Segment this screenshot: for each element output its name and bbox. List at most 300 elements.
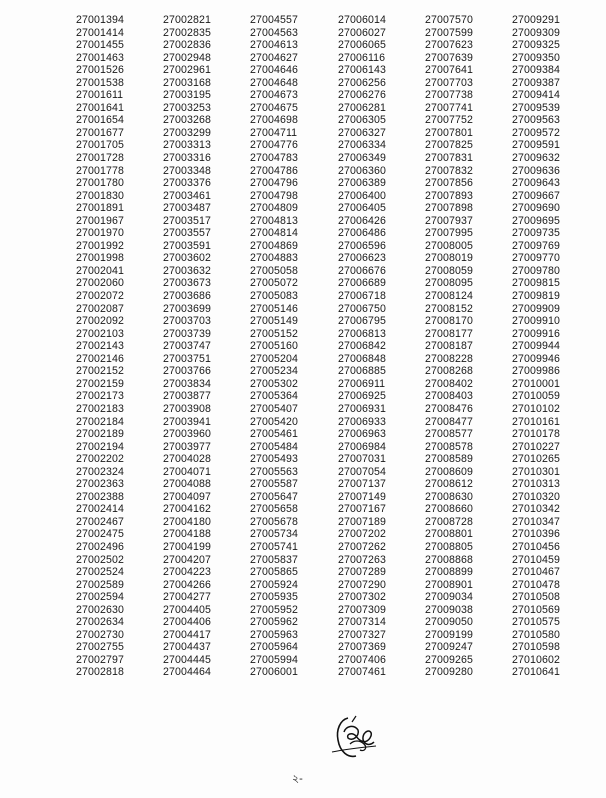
- list-item: 27004776: [250, 139, 298, 152]
- list-item: 27004796: [250, 177, 298, 190]
- list-item: 27003739: [163, 327, 211, 340]
- list-item: 27009291: [512, 14, 560, 26]
- list-item: 27004627: [250, 51, 298, 64]
- list-item: 27005924: [250, 578, 298, 591]
- list-item: 27004646: [250, 64, 298, 77]
- list-item: 27007703: [425, 76, 473, 89]
- list-item: 27007937: [425, 214, 473, 227]
- list-item: 27003517: [163, 214, 211, 227]
- list-item: 27010102: [512, 402, 560, 415]
- list-item: 27004437: [163, 641, 211, 654]
- list-item: 27005234: [250, 365, 298, 378]
- list-item: 27006885: [338, 365, 386, 378]
- list-item: 27006718: [338, 290, 386, 303]
- list-item: 27009384: [512, 64, 560, 77]
- list-item: 27007137: [338, 478, 386, 491]
- list-item: 27009265: [425, 653, 473, 666]
- list-item: 27003941: [163, 415, 211, 428]
- list-item: 27008578: [425, 440, 473, 453]
- list-item: 27004563: [250, 26, 298, 39]
- list-item: 27006623: [338, 252, 386, 265]
- list-item: 27006486: [338, 227, 386, 240]
- list-item: 27008476: [425, 402, 473, 415]
- list-item: 27005364: [250, 390, 298, 403]
- list-item: 27006842: [338, 340, 386, 353]
- list-item: 27009819: [512, 290, 560, 303]
- list-item: 27010161: [512, 415, 560, 428]
- list-item: 27009916: [512, 327, 560, 340]
- list-item: 27009309: [512, 26, 560, 39]
- list-item: 27005484: [250, 440, 298, 453]
- list-item: 27003834: [163, 377, 211, 390]
- signature-icon: [326, 712, 382, 768]
- list-item: 27010396: [512, 528, 560, 541]
- list-item: 27006389: [338, 177, 386, 190]
- list-item: 27009034: [425, 591, 473, 604]
- list-item: 27003557: [163, 227, 211, 240]
- list-item: 27009946: [512, 352, 560, 365]
- list-item: 27004405: [163, 603, 211, 616]
- list-item: 27004097: [163, 490, 211, 503]
- list-item: 27010580: [512, 628, 560, 641]
- list-item: 27003908: [163, 402, 211, 415]
- list-item: 27002173: [76, 390, 124, 403]
- list-item: 27010478: [512, 578, 560, 591]
- list-item: 27007738: [425, 89, 473, 102]
- list-item: 27010456: [512, 540, 560, 553]
- list-item: 27006027: [338, 26, 386, 39]
- list-item: 27003299: [163, 126, 211, 139]
- list-item: 27002467: [76, 515, 124, 528]
- list-item: 27009735: [512, 227, 560, 240]
- list-item: 27002072: [76, 290, 124, 303]
- list-item: 27010178: [512, 428, 560, 441]
- list-item: 27005994: [250, 653, 298, 666]
- list-item: 27004883: [250, 252, 298, 265]
- list-item: 27004648: [250, 76, 298, 89]
- list-item: 27001455: [76, 39, 124, 52]
- list-item: 27004557: [250, 14, 298, 26]
- list-item: 27008228: [425, 352, 473, 365]
- list-item: 27002414: [76, 503, 124, 516]
- list-item: 27007832: [425, 164, 473, 177]
- list-item: 27007741: [425, 101, 473, 114]
- list-item: 27001394: [76, 14, 124, 26]
- list-item: 27002202: [76, 453, 124, 466]
- list-item: 27004180: [163, 515, 211, 528]
- list-item: 27006143: [338, 64, 386, 77]
- list-item: 27009769: [512, 239, 560, 252]
- list-item: 27006327: [338, 126, 386, 139]
- list-item: 27010301: [512, 465, 560, 478]
- list-item: 27003376: [163, 177, 211, 190]
- list-item: 27009909: [512, 302, 560, 315]
- list-item: 27007262: [338, 540, 386, 553]
- list-item: 27008402: [425, 377, 473, 390]
- list-item: 27010342: [512, 503, 560, 516]
- list-item: 27010001: [512, 377, 560, 390]
- list-item: 27001641: [76, 101, 124, 114]
- list-item: 27009690: [512, 202, 560, 215]
- list-item: 27005935: [250, 591, 298, 604]
- list-item: 27009050: [425, 616, 473, 629]
- list-item: 27008612: [425, 478, 473, 491]
- list-item: 27004673: [250, 89, 298, 102]
- list-item: 27006334: [338, 139, 386, 152]
- list-item: 27008170: [425, 315, 473, 328]
- list-item: 27007825: [425, 139, 473, 152]
- number-column: [76, 14, 163, 679]
- page-number: ২-: [292, 773, 303, 785]
- list-item: 27008005: [425, 239, 473, 252]
- list-item: 27004813: [250, 214, 298, 227]
- list-item: 27002797: [76, 653, 124, 666]
- list-item: 27005461: [250, 428, 298, 441]
- list-item: 27002630: [76, 603, 124, 616]
- list-item: 27003253: [163, 101, 211, 114]
- list-item: 27008899: [425, 566, 473, 579]
- list-item: 27006813: [338, 327, 386, 340]
- list-item: 27009910: [512, 315, 560, 328]
- list-item: 27009944: [512, 340, 560, 353]
- list-item: 27009632: [512, 152, 560, 165]
- list-item: 27006931: [338, 402, 386, 415]
- list-item: 27006256: [338, 76, 386, 89]
- list-item: 27002159: [76, 377, 124, 390]
- list-item: 27004199: [163, 540, 211, 553]
- list-item: 27002496: [76, 540, 124, 553]
- list-item: 27007893: [425, 189, 473, 202]
- list-item: 27007752: [425, 114, 473, 127]
- list-item: 27003877: [163, 390, 211, 403]
- list-item: 27008268: [425, 365, 473, 378]
- list-item: 27002324: [76, 465, 124, 478]
- list-item: 27002041: [76, 264, 124, 277]
- list-item: 27005678: [250, 515, 298, 528]
- list-item: 27001654: [76, 114, 124, 127]
- list-item: 27007309: [338, 603, 386, 616]
- list-item: 27010313: [512, 478, 560, 491]
- list-item: 27003977: [163, 440, 211, 453]
- list-item: 27001538: [76, 76, 124, 89]
- list-item: 27009636: [512, 164, 560, 177]
- list-item: 27003487: [163, 202, 211, 215]
- list-item: 27003960: [163, 428, 211, 441]
- list-item: 27006014: [338, 14, 386, 26]
- list-item: 27003316: [163, 152, 211, 165]
- list-item: 27002103: [76, 327, 124, 340]
- list-item: 27003461: [163, 189, 211, 202]
- list-item: 27009325: [512, 39, 560, 52]
- list-item: 27002363: [76, 478, 124, 491]
- list-item: 27002189: [76, 428, 124, 441]
- list-item: 27006963: [338, 428, 386, 441]
- list-item: 27005865: [250, 566, 298, 579]
- list-item: 27005149: [250, 315, 298, 328]
- number-column: [163, 14, 250, 679]
- list-item: 27004809: [250, 202, 298, 215]
- list-item: 27007369: [338, 641, 386, 654]
- list-item: 27005587: [250, 478, 298, 491]
- list-item: 27003268: [163, 114, 211, 127]
- list-item: 27001830: [76, 189, 124, 202]
- list-item: 27006305: [338, 114, 386, 127]
- list-item: 27010459: [512, 553, 560, 566]
- list-item: 27010059: [512, 390, 560, 403]
- list-item: 27008901: [425, 578, 473, 591]
- list-item: 27002821: [163, 14, 211, 26]
- list-item: 27001970: [76, 227, 124, 240]
- list-item: 27005837: [250, 553, 298, 566]
- list-item: 27010575: [512, 616, 560, 629]
- list-item: 27002961: [163, 64, 211, 77]
- list-item: 27009572: [512, 126, 560, 139]
- list-item: 27002475: [76, 528, 124, 541]
- list-item: 27005204: [250, 352, 298, 365]
- list-item: 27010347: [512, 515, 560, 528]
- list-item: 27008805: [425, 540, 473, 553]
- list-item: 27004188: [163, 528, 211, 541]
- list-item: 27003591: [163, 239, 211, 252]
- list-item: 27006349: [338, 152, 386, 165]
- list-item: 27004869: [250, 239, 298, 252]
- list-item: 27006116: [338, 51, 386, 64]
- list-item: 27009815: [512, 277, 560, 290]
- list-item: 27007995: [425, 227, 473, 240]
- list-item: 27004207: [163, 553, 211, 566]
- list-item: 27006750: [338, 302, 386, 315]
- list-item: 27009986: [512, 365, 560, 378]
- list-item: 27003766: [163, 365, 211, 378]
- list-item: 27001526: [76, 64, 124, 77]
- list-item: 27004675: [250, 101, 298, 114]
- list-item: 27007167: [338, 503, 386, 516]
- list-item: 27002755: [76, 641, 124, 654]
- list-item: 27005058: [250, 264, 298, 277]
- list-item: 27004798: [250, 189, 298, 202]
- list-item: 27006689: [338, 277, 386, 290]
- list-item: 27001677: [76, 126, 124, 139]
- list-item: 27002524: [76, 566, 124, 579]
- list-item: 27005072: [250, 277, 298, 290]
- list-item: 27001780: [76, 177, 124, 190]
- list-item: 27001463: [76, 51, 124, 64]
- list-item: 27007461: [338, 666, 386, 679]
- number-column: [512, 14, 596, 679]
- number-column: [250, 14, 338, 679]
- list-item: 27010227: [512, 440, 560, 453]
- list-item: 27009695: [512, 214, 560, 227]
- list-item: 27005146: [250, 302, 298, 315]
- list-item: 27001992: [76, 239, 124, 252]
- list-item: 27009563: [512, 114, 560, 127]
- list-item: 27008019: [425, 252, 473, 265]
- list-item: 27005420: [250, 415, 298, 428]
- list-item: 27009770: [512, 252, 560, 265]
- list-item: 27006360: [338, 164, 386, 177]
- list-item: 27003699: [163, 302, 211, 315]
- list-item: 27006426: [338, 214, 386, 227]
- list-item: 27010467: [512, 566, 560, 579]
- list-item: 27001611: [76, 89, 124, 102]
- list-item: 27005734: [250, 528, 298, 541]
- list-item: 27002184: [76, 415, 124, 428]
- list-item: 27004445: [163, 653, 211, 666]
- list-item: 27008728: [425, 515, 473, 528]
- list-item: 27008660: [425, 503, 473, 516]
- list-item: 27010320: [512, 490, 560, 503]
- list-item: 27002092: [76, 315, 124, 328]
- list-item: 27006925: [338, 390, 386, 403]
- list-item: 27002634: [76, 616, 124, 629]
- list-item: 27010569: [512, 603, 560, 616]
- list-item: 27007801: [425, 126, 473, 139]
- list-item: 27006405: [338, 202, 386, 215]
- list-item: 27004417: [163, 628, 211, 641]
- list-item: 27009280: [425, 666, 473, 679]
- list-item: 27005083: [250, 290, 298, 303]
- list-item: 27004406: [163, 616, 211, 629]
- list-item: 27004266: [163, 578, 211, 591]
- list-item: 27010641: [512, 666, 560, 679]
- list-item: 27004223: [163, 566, 211, 579]
- list-item: 27009591: [512, 139, 560, 152]
- list-item: 27007623: [425, 39, 473, 52]
- list-item: 27004786: [250, 164, 298, 177]
- number-column: [338, 14, 425, 679]
- list-item: 27003686: [163, 290, 211, 303]
- list-item: 27009199: [425, 628, 473, 641]
- list-item: 27008177: [425, 327, 473, 340]
- list-item: 27007570: [425, 14, 473, 26]
- list-item: 27002589: [76, 578, 124, 591]
- list-item: 27002835: [163, 26, 211, 39]
- list-item: 27005302: [250, 377, 298, 390]
- list-item: 27007202: [338, 528, 386, 541]
- list-item: 27005964: [250, 641, 298, 654]
- list-item: 27010602: [512, 653, 560, 666]
- list-item: 27003747: [163, 340, 211, 353]
- list-item: 27009643: [512, 177, 560, 190]
- list-item: 27004613: [250, 39, 298, 52]
- list-item: 27002194: [76, 440, 124, 453]
- list-item: 27007327: [338, 628, 386, 641]
- list-item: 27006984: [338, 440, 386, 453]
- list-item: 27003673: [163, 277, 211, 290]
- list-item: 27008577: [425, 428, 473, 441]
- list-item: 27007302: [338, 591, 386, 604]
- list-item: 27008059: [425, 264, 473, 277]
- list-item: 27002060: [76, 277, 124, 290]
- list-item: 27004028: [163, 453, 211, 466]
- list-item: 27007031: [338, 453, 386, 466]
- list-item: 27002183: [76, 402, 124, 415]
- list-item: 27005658: [250, 503, 298, 516]
- list-item: 27008609: [425, 465, 473, 478]
- list-item: 27008589: [425, 453, 473, 466]
- list-item: 27004277: [163, 591, 211, 604]
- list-item: 27002836: [163, 39, 211, 52]
- list-item: 27007898: [425, 202, 473, 215]
- list-item: 27008630: [425, 490, 473, 503]
- list-item: 27005563: [250, 465, 298, 478]
- list-item: 27006596: [338, 239, 386, 252]
- list-item: 27004162: [163, 503, 211, 516]
- list-item: 27003195: [163, 89, 211, 102]
- list-item: 27005407: [250, 402, 298, 415]
- list-item: 27003313: [163, 139, 211, 152]
- list-item: 27001728: [76, 152, 124, 165]
- list-item: 27002152: [76, 365, 124, 378]
- list-item: 27003168: [163, 76, 211, 89]
- list-item: 27007856: [425, 177, 473, 190]
- list-item: 27005647: [250, 490, 298, 503]
- list-item: 27001778: [76, 164, 124, 177]
- list-item: 27002594: [76, 591, 124, 604]
- list-item: 27008801: [425, 528, 473, 541]
- list-item: 27006001: [250, 666, 298, 679]
- list-item: 27010598: [512, 641, 560, 654]
- list-item: 27002388: [76, 490, 124, 503]
- list-item: 27004783: [250, 152, 298, 165]
- list-item: 27005152: [250, 327, 298, 340]
- list-item: 27001705: [76, 139, 124, 152]
- list-item: 27006795: [338, 315, 386, 328]
- list-item: 27005962: [250, 616, 298, 629]
- list-item: 27002818: [76, 666, 124, 679]
- list-item: 27008124: [425, 290, 473, 303]
- list-item: 27008152: [425, 302, 473, 315]
- list-item: 27009414: [512, 89, 560, 102]
- list-item: 27002730: [76, 628, 124, 641]
- list-item: 27004711: [250, 126, 298, 139]
- list-item: 27008403: [425, 390, 473, 403]
- list-item: 27007406: [338, 653, 386, 666]
- list-item: 27009539: [512, 101, 560, 114]
- list-item: 27007289: [338, 566, 386, 579]
- list-item: 27005493: [250, 453, 298, 466]
- list-item: 27001998: [76, 252, 124, 265]
- list-item: 27004464: [163, 666, 211, 679]
- list-item: 27001967: [76, 214, 124, 227]
- list-item: 27008187: [425, 340, 473, 353]
- list-item: 27005963: [250, 628, 298, 641]
- list-item: 27005741: [250, 540, 298, 553]
- list-item: 27007599: [425, 26, 473, 39]
- list-item: 27007189: [338, 515, 386, 528]
- list-item: 27002948: [163, 51, 211, 64]
- list-item: 27009667: [512, 189, 560, 202]
- list-item: 27003632: [163, 264, 211, 277]
- list-item: 27007149: [338, 490, 386, 503]
- list-item: 27009350: [512, 51, 560, 64]
- list-item: 27009387: [512, 76, 560, 89]
- list-item: 27009247: [425, 641, 473, 654]
- list-item: 27003602: [163, 252, 211, 265]
- list-item: 27006065: [338, 39, 386, 52]
- list-item: 27007641: [425, 64, 473, 77]
- list-item: 27010508: [512, 591, 560, 604]
- list-item: 27006400: [338, 189, 386, 202]
- list-item: 27004814: [250, 227, 298, 240]
- list-item: 27001891: [76, 202, 124, 215]
- list-item: 27003751: [163, 352, 211, 365]
- number-column: [425, 14, 512, 679]
- list-item: 27009780: [512, 264, 560, 277]
- list-item: 27006933: [338, 415, 386, 428]
- list-item: 27004698: [250, 114, 298, 127]
- list-item: 27002502: [76, 553, 124, 566]
